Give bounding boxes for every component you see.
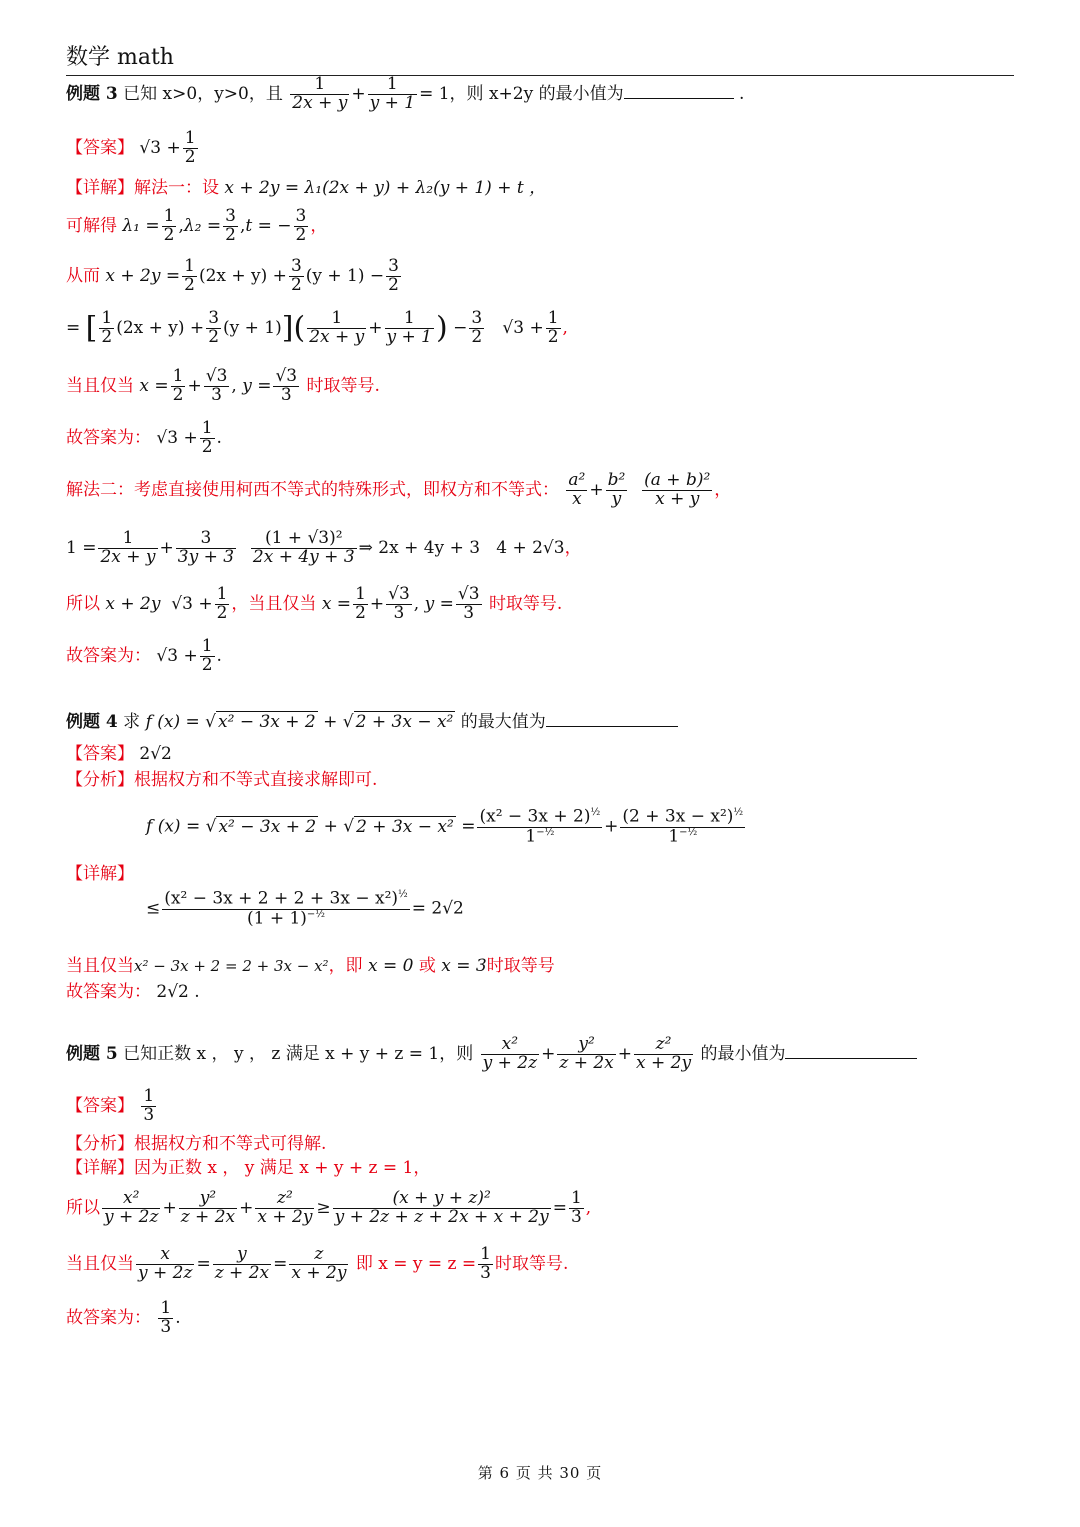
analysis-text: 根据权方和不等式可得解. xyxy=(134,1134,327,1154)
conc-value: 2√2 . xyxy=(156,982,200,1002)
f18: $\frac{3}{3y + 3}$ xyxy=(177,528,235,567)
ex3-product-line: = [ $\frac{1}{2}$ (2x + y) + $\frac{3}{2}$ (y + 1)]( $\frac{1}{2x + y}$ + $\frac{1}{y + 1}$ ) − $\frac{3}{2}$ √3 + $\frac{1}{2}$ , xyxy=(66,308,568,347)
detail-tag: 【详解】 xyxy=(66,864,134,884)
f11: $\frac{√3}{3}$ xyxy=(205,366,228,405)
answer-blank xyxy=(624,84,734,99)
f4: $\frac{1}{2}$ xyxy=(101,308,113,347)
ex3-equality: 当且仅当 x = $\frac{1}{2}$ + $\frac{√3}{3}$ , y = $\frac{√3}{3}$ 时取等号. xyxy=(66,366,380,405)
f7: $\frac{1}{y + 1}$ xyxy=(386,308,432,347)
f28: $\frac{\text{x²}}{y + 2z}$ xyxy=(482,1034,538,1073)
m1-intro: 解法一：设 xyxy=(134,178,219,198)
eq-label: 当且仅当 xyxy=(66,1253,134,1274)
eq-tail: 时取等号. xyxy=(494,1253,569,1274)
conc-label: 故答案为： xyxy=(66,982,151,1002)
eq-mid: ，即 xyxy=(328,956,363,976)
ex4-stem-b: 的最大值为 xyxy=(460,712,546,732)
ex4-stem-a: 求 xyxy=(123,712,141,732)
answer-blank xyxy=(785,1044,917,1059)
ex5-conclusion: 故答案为： $\frac{1}{3}$ . xyxy=(66,1298,181,1337)
ex3-label: 例题 3 xyxy=(66,83,118,104)
ex4-label: 例题 4 xyxy=(66,712,118,732)
f36: $\frac{1}{3}$ xyxy=(570,1188,582,1227)
ex5-stem: 例题 5 已知正数 x ， y ， z 满足 x + y + z = 1，则 $\frac{\text{x²}}{y + 2z}$ + $\frac{\text{y²}}{z + 2x}$ + $\frac{\text{z²}}{x + 2y}$ 的最小值为 xyxy=(66,1036,917,1073)
f37: $\frac{x}{y + 2z}$ xyxy=(138,1244,193,1283)
f2: $\frac{3}{2}$ xyxy=(290,256,302,295)
ex3-solve-line: 可解得 λ₁ = $\frac{1}{2}$ ,λ₂ = $\frac{3}{2}$ ,t = − $\frac{3}{2}$ ， xyxy=(66,206,328,245)
f31: $\frac{1}{3}$ xyxy=(143,1086,155,1125)
answer-tag: 【答案】 xyxy=(66,137,134,158)
f41: $\frac{1}{3}$ xyxy=(160,1298,172,1337)
f26: $\frac{(2 + 3x - x^2)^{\frac{1}{2}}}{1^{-\frac{1}{2}}}$ xyxy=(622,806,744,847)
f38: $\frac{y}{z + 2x}$ xyxy=(214,1244,270,1283)
f29: $\frac{\text{y²}}{z + 2x}$ xyxy=(559,1034,614,1073)
eq-label: 当且仅当 xyxy=(66,956,134,976)
ex4-answer-value: 2√2 xyxy=(139,744,172,764)
f40: $\frac{1}{3}$ xyxy=(480,1244,491,1283)
ex4-fx-line: f (x) = √ x² − 3x + 2 + √ 2 + 3x − x² = $\frac{(x^2 - 3x + 2)^{\frac{1}{2}}}{1^{-\frac{1}{2}}}$ + $\frac{(2 + 3x - x^2)^{\frac{1}{2}}}{1^{-\frac{1}{2}}}$ xyxy=(146,806,744,847)
conc-label: 故答案为： xyxy=(66,427,151,448)
ex4-detail xyxy=(66,864,134,884)
ex4-answer xyxy=(66,744,172,764)
f15: $\frac{\text{b²}}{y}$ xyxy=(607,470,626,509)
f14: $\frac{\text{a²}}{x}$ xyxy=(568,470,586,509)
m2-conc-label: 故答案为： xyxy=(66,645,151,666)
ex3-stem-a: 已知 x>0，y>0，且 xyxy=(123,83,283,104)
f3: $\frac{3}{2}$ xyxy=(388,256,399,295)
ex5-stem-b: 的最小值为 xyxy=(700,1043,786,1064)
ex5-stem-a: 已知正数 x ， y ， z 满足 x + y + z = 1，则 xyxy=(123,1043,474,1064)
f19: $\frac{\text{(1 + √3)²}}{2x + 4y + 3}$ xyxy=(252,528,355,567)
page-header: 数学 math xyxy=(66,40,1014,76)
from-label: 从而 xyxy=(66,265,100,286)
ex4-equality xyxy=(66,956,555,976)
ex3-fraction-2: $\frac{1}{y + 1}$ xyxy=(369,74,416,113)
f39: $\frac{z}{x + 2y}$ xyxy=(291,1244,347,1283)
solve-label: 可解得 xyxy=(66,215,117,236)
analysis-tag: 【分析】 xyxy=(66,1134,134,1154)
f35: $\frac{\text{(x + y + z)²}}{y + 2z + z + 2x + x + 2y}$ xyxy=(334,1188,549,1227)
f23: $\frac{√3}{3}$ xyxy=(457,584,480,623)
ex5-detail xyxy=(66,1158,430,1178)
conc-label: 故答案为： xyxy=(66,1307,151,1328)
ex4-stem: 例题 4 求 f (x) = √ x² − 3x + 2 + √ 2 + 3x − x² 的最大值为 xyxy=(66,712,678,732)
detail-text: 因为正数 x ， y 满足 x + y + z = 1， xyxy=(134,1158,431,1178)
f8: $\frac{3}{2}$ xyxy=(471,308,483,347)
eq-mid: 即 x = y = z = xyxy=(355,1253,477,1274)
f17: $\frac{1}{2x + y}$ xyxy=(100,528,156,567)
f30: $\frac{\text{z²}}{x + 2y}$ xyxy=(636,1034,692,1073)
analysis-text: 根据权方和不等式直接求解即可. xyxy=(134,770,378,790)
ex5-equality: 当且仅当 $\frac{x}{y + 2z}$ = $\frac{y}{z + 2x}$ = $\frac{z}{x + 2y}$ 即 x = y = z = $\frac{1}{3}$ 时取等号. xyxy=(66,1244,569,1283)
so-label: 所以 xyxy=(66,1197,100,1218)
m2-intro: 解法二：考虑直接使用柯西不等式的特殊形式，即权方和不等式： xyxy=(66,479,559,500)
f5: $\frac{3}{2}$ xyxy=(208,308,220,347)
lambda1-frac: $\frac{1}{2}$ xyxy=(163,206,175,245)
so-label: 所以 xyxy=(66,593,100,614)
answer-tag: 【答案】 xyxy=(66,744,134,764)
f32: $\frac{\text{x²}}{y + 2z}$ xyxy=(104,1188,159,1227)
f6: $\frac{1}{2x + y}$ xyxy=(309,308,365,347)
f24: $\frac{1}{2}$ xyxy=(201,636,213,675)
ex3-conclusion-2: 故答案为： √3 + $\frac{1}{2}$ . xyxy=(66,636,222,675)
detail-tag: 【详解】 xyxy=(66,1158,134,1178)
ex3-answer: 【答案】 √3 + $\frac{1}{2}$ xyxy=(66,128,196,167)
t-frac: $\frac{3}{2}$ xyxy=(295,206,307,245)
half-fraction: $\frac{1}{2}$ xyxy=(184,128,196,167)
ex3-so-line: 所以 x + 2y √3 + $\frac{1}{2}$ ，当且仅当 x = $\frac{1}{2}$ + $\frac{√3}{3}$ , y = $\frac{√3}{3}$ 时取等号. xyxy=(66,584,563,623)
ex5-label: 例题 5 xyxy=(66,1043,118,1064)
ex5-so-line: 所以 $\frac{\text{x²}}{y + 2z}$ + $\frac{\text{y²}}{z + 2x}$ + $\frac{\text{z²}}{x + 2y}$ ≥ $\frac{\text{(x + y + z)²}}{y + 2z + z + 2x + x + 2y}$ = $\frac{1}{3}$ , xyxy=(66,1188,592,1227)
answer-blank xyxy=(546,712,678,727)
m2-eq-label: ，当且仅当 xyxy=(231,593,317,614)
f21: $\frac{1}{2}$ xyxy=(355,584,366,623)
eq-label: 当且仅当 xyxy=(66,375,134,396)
m2-eq-tail: 时取等号. xyxy=(488,593,563,614)
ex3-fraction: $\frac{1}{2x + y}$ xyxy=(292,74,348,113)
analysis-tag: 【分析】 xyxy=(66,770,134,790)
eq-or: 或 xyxy=(418,956,436,976)
f1: $\frac{1}{2}$ xyxy=(184,256,195,295)
ex3-method2-intro: 解法二：考虑直接使用柯西不等式的特殊形式，即权方和不等式： $\frac{\text{a²}}{x}$ + $\frac{\text{b²}}{y}$ $\frac{\text{(a + b)²}}{x + y}$ ， xyxy=(66,470,732,509)
ex4-conclusion xyxy=(66,982,200,1002)
page-footer: 第 6 页 共 30 页 xyxy=(477,1464,603,1482)
ex4-bound-line: ≤ $\frac{(x^2 - 3x + 2 + 2 + 3x - x^2)^{\frac{1}{2}}}{(1 + 1)^{-\frac{1}{2}}}$ = 2√2 xyxy=(146,888,464,929)
m1-expr: x + 2y = λ₁(2x + y) + λ₂(y + 1) + t ， xyxy=(224,178,547,198)
ex5-answer xyxy=(66,1088,158,1125)
ex5-analysis xyxy=(66,1134,326,1154)
f12: $\frac{√3}{3}$ xyxy=(275,366,298,405)
f9: $\frac{1}{2}$ xyxy=(547,308,559,347)
detail-tag: 【详解】 xyxy=(66,178,134,198)
f22: $\frac{√3}{3}$ xyxy=(388,584,410,623)
f33: $\frac{\text{y²}}{z + 2x}$ xyxy=(180,1188,236,1227)
f34: $\frac{\text{z²}}{x + 2y}$ xyxy=(257,1188,313,1227)
eq-x3: x = 3 xyxy=(441,956,487,976)
ex3-from-line: 从而 x + 2y = $\frac{1}{2}$ (2x + y) + $\frac{3}{2}$ (y + 1) − $\frac{3}{2}$ xyxy=(66,256,399,295)
ex4-analysis xyxy=(66,770,377,790)
ex3-cauchy-line: 1 = $\frac{1}{2x + y}$ + $\frac{3}{3y + 3}$ $\frac{\text{(1 + √3)²}}{2x + 4y + 3}$ ⇒ 2x + 4y + 3 4 + 2√3， xyxy=(66,528,582,567)
f25: $\frac{(x^2 - 3x + 2)^{\frac{1}{2}}}{1^{-\frac{1}{2}}}$ xyxy=(479,806,601,847)
ex3-stem-b: ，则 x+2y 的最小值为 xyxy=(449,83,624,104)
f13: $\frac{1}{2}$ xyxy=(201,418,213,457)
answer-tag: 【答案】 xyxy=(66,1095,134,1116)
ex3-conclusion-1: 故答案为： √3 + $\frac{1}{2}$ . xyxy=(66,418,222,457)
ex3-stem-end: . xyxy=(739,83,745,104)
ex3-stem: 例题 3 已知 x>0，y>0，且 $\frac{1}{2x + y}$ + $\frac{1}{y + 1}$ = 1，则 x+2y 的最小值为 . xyxy=(66,74,745,113)
ex3-method1-intro xyxy=(66,178,546,198)
eq-tail: 时取等号. xyxy=(306,375,380,396)
f20: $\frac{1}{2}$ xyxy=(216,584,228,623)
f10: $\frac{1}{2}$ xyxy=(172,366,184,405)
eq-x0: x = 0 xyxy=(367,956,414,976)
eq-expr: x² − 3x + 2 = 2 + 3x − x² xyxy=(134,957,329,975)
f16: $\frac{\text{(a + b)²}}{x + y}$ xyxy=(644,470,711,509)
lambda2-frac: $\frac{3}{2}$ xyxy=(225,206,236,245)
eq-tail: 时取等号 xyxy=(486,956,555,976)
f27: $\frac{(x^2 - 3x + 2 + 2 + 3x - x^2)^{\frac{1}{2}}}{(1 + 1)^{-\frac{1}{2}}}$ xyxy=(164,888,408,929)
